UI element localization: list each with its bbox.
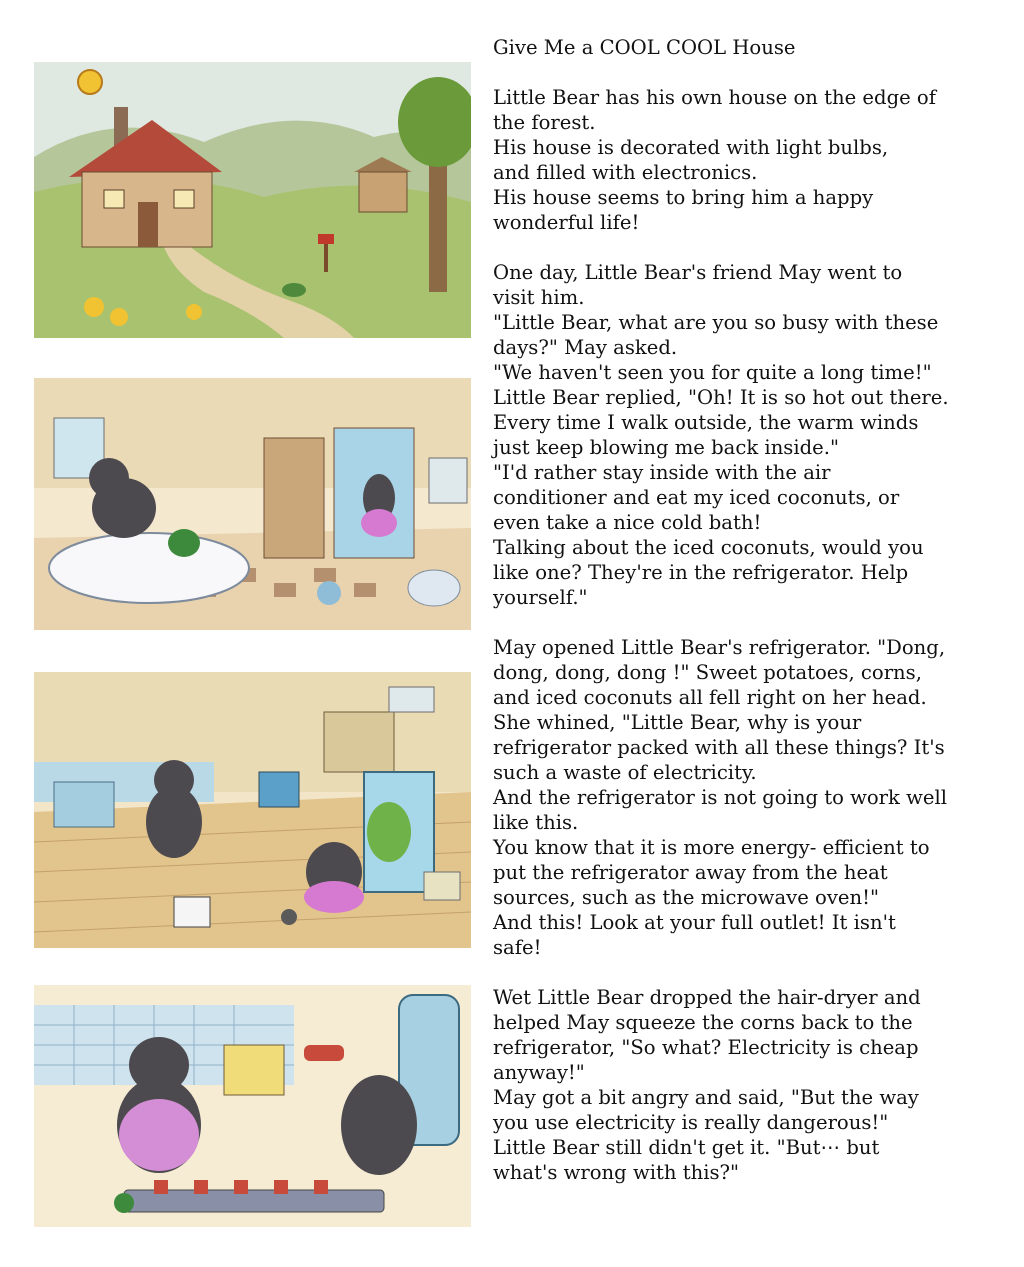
story-line: Little Bear has his own house on the edge of	[493, 86, 936, 109]
illustration-bear-in-bathtub	[34, 378, 471, 630]
story-line: even take a nice cold bath!	[493, 511, 762, 534]
story-line: just keep blowing me back inside."	[493, 436, 840, 459]
story-line: dong, dong, dong !" Sweet potatoes, corns,	[493, 661, 922, 684]
story-text	[493, 35, 963, 1185]
story-line: Wet Little Bear dropped the hair-dryer and	[493, 986, 921, 1009]
story-line: you use electricity is really dangerous!"	[493, 1111, 889, 1134]
story-line: And this! Look at your full outlet! It isn't	[493, 911, 896, 934]
illustration-overflowing-refrigerator	[34, 672, 471, 948]
story-line: anyway!"	[493, 1061, 585, 1084]
story-line: and iced coconuts all fell right on her head.	[493, 686, 927, 709]
story-line: Little Bear still didn't get it. "But⋯ but	[493, 1136, 880, 1159]
story-line: And the refrigerator is not going to work well	[493, 786, 948, 809]
story-line: May got a bit angry and said, "But the way	[493, 1086, 919, 1109]
story-line: She whined, "Little Bear, why is your	[493, 711, 862, 734]
story-paragraph	[493, 635, 963, 960]
illustration-hair-dryer-and-outlet	[34, 985, 471, 1227]
story-paragraph	[493, 85, 963, 235]
story-line: You know that it is more energy- efficient to	[493, 836, 930, 859]
story-line: refrigerator packed with all these things? It's	[493, 736, 945, 759]
story-line: days?" May asked.	[493, 336, 678, 359]
story-line: visit him.	[493, 286, 585, 309]
story-line: One day, Little Bear's friend May went to	[493, 261, 903, 284]
story-line: His house is decorated with light bulbs,	[493, 136, 889, 159]
story-line: "I'd rather stay inside with the air	[493, 461, 831, 484]
story-line: refrigerator, "So what? Electricity is cheap	[493, 1036, 919, 1059]
story-line: helped May squeeze the corns back to the	[493, 1011, 913, 1034]
story-line: the forest.	[493, 111, 596, 134]
story-line: May opened Little Bear's refrigerator. "Dong,	[493, 636, 946, 659]
story-line: Little Bear replied, "Oh! It is so hot out there.	[493, 386, 949, 409]
story-paragraph	[493, 260, 963, 610]
story-line: "We haven't seen you for quite a long time!"	[493, 361, 932, 384]
story-line: like this.	[493, 811, 579, 834]
story-line: "Little Bear, what are you so busy with these	[493, 311, 939, 334]
story-line: Every time I walk outside, the warm winds	[493, 411, 919, 434]
story-paragraph	[493, 985, 963, 1185]
story-line: wonderful life!	[493, 211, 640, 234]
story-line: safe!	[493, 936, 542, 959]
story-line: Talking about the iced coconuts, would you	[493, 536, 924, 559]
story-line: put the refrigerator away from the heat	[493, 861, 888, 884]
story-line: and filled with electronics.	[493, 161, 758, 184]
story-line: sources, such as the microwave oven!"	[493, 886, 879, 909]
story-line: His house seems to bring him a happy	[493, 186, 874, 209]
story-line: yourself."	[493, 586, 588, 609]
story-line: such a waste of electricity.	[493, 761, 757, 784]
story-line: what's wrong with this?"	[493, 1161, 740, 1184]
story-title: Give Me a COOL COOL House	[493, 36, 796, 59]
story-line: like one? They're in the refrigerator. Help	[493, 561, 909, 584]
story-line: conditioner and eat my iced coconuts, or	[493, 486, 900, 509]
illustration-house-at-forest-edge	[34, 62, 471, 338]
